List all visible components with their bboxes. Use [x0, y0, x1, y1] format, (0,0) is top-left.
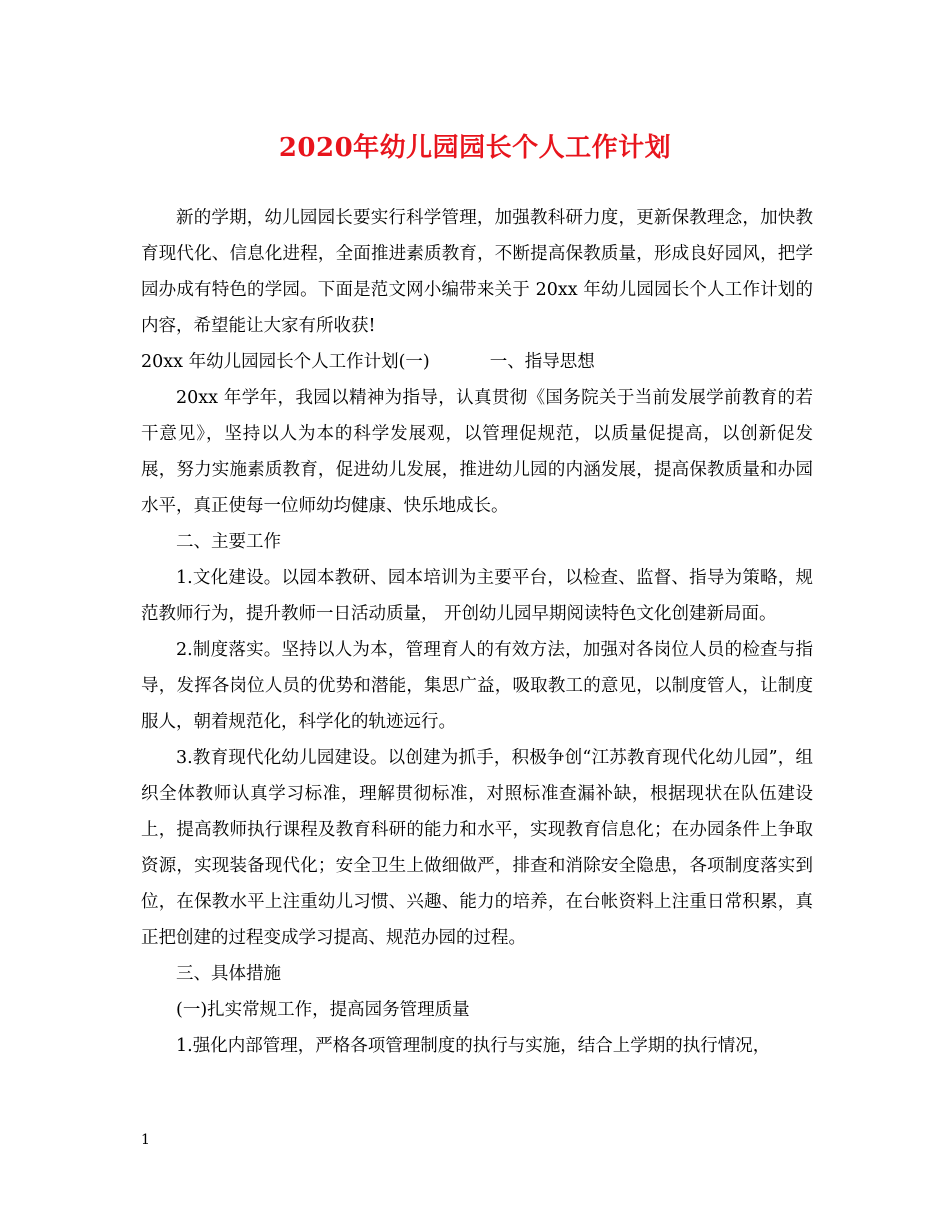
culture-paragraph: 1.文化建设。以园本教研、园本培训为主要平台，以检查、监督、指导为策略，规范教师行为，提升教师一日活动质量， 开创幼儿园早期阅读特色文化创建新局面。	[141, 568, 813, 624]
modernization-paragraph: 3.教育现代化幼儿园建设。以创建为抓手，积极争创“江苏教育现代化幼儿园”，组织全体教师认真学习标准，理解贯彻标准，对照标准查漏补缺，根据现状在队伍建设上，提高教师执行课程及教育科研的能力和水平，实现教育信息化；在办园条件上争取资源，实现装备现代化；安全卫生上做细做严，排查和消除安全隐患，各项制度落实到位，在保教水平上注重幼儿习惯、兴趣、能力的培养，在台帐资料上注重日常积累，真正把创建的过程变成学习提高、规范办园的过程。	[141, 748, 813, 948]
main-work-heading: 二、主要工作	[176, 532, 281, 552]
intro-paragraph: 新的学期，幼儿园园长要实行科学管理，加强教科研力度，更新保教理念，加快教育现代化、信息化进程，全面推进素质教育，不断提高保教质量，形成良好园风，把学园办成有特色的学园。下面是范文网小编带来关于 20xx 年幼儿园园长个人工作计划的内容，希望能让大家有所收获!	[141, 208, 813, 336]
internal-management-paragraph: 1.强化内部管理，严格各项管理制度的执行与实施，结合上学期的执行情况，	[176, 1036, 771, 1056]
plan-heading-line	[141, 344, 813, 380]
plan-heading-left: 20xx 年幼儿园园长个人工作计划(一)	[141, 352, 430, 372]
document-body	[141, 200, 813, 1064]
plan-heading-right: 一、指导思想	[489, 352, 595, 372]
guiding-thought-paragraph: 20xx 年学年，我园以精神为指导，认真贯彻《国务院关于当前发展学前教育的若干意见》，坚持以人为本的科学发展观，以管理促规范，以质量促提高，以创新促发展，努力实施素质教育，促进幼儿发展，推进幼儿园的内涵发展，提高保教质量和办园水平，真正使每一位师幼均健康、快乐地成长。	[141, 388, 813, 516]
document-title: 2020年幼儿园园长个人工作计划	[278, 133, 672, 163]
system-paragraph: 2.制度落实。坚持以人为本，管理育人的有效方法，加强对各岗位人员的检查与指导，发挥各岗位人员的优势和潜能，集思广益，吸取教工的意见，以制度管人，让制度服人，朝着规范化，科学化的轨迹远行。	[141, 640, 813, 732]
measures-heading: 三、具体措施	[176, 964, 281, 984]
page-number: 1	[141, 1132, 150, 1148]
routine-work-heading: (一)扎实常规工作，提高园务管理质量	[176, 1000, 470, 1020]
